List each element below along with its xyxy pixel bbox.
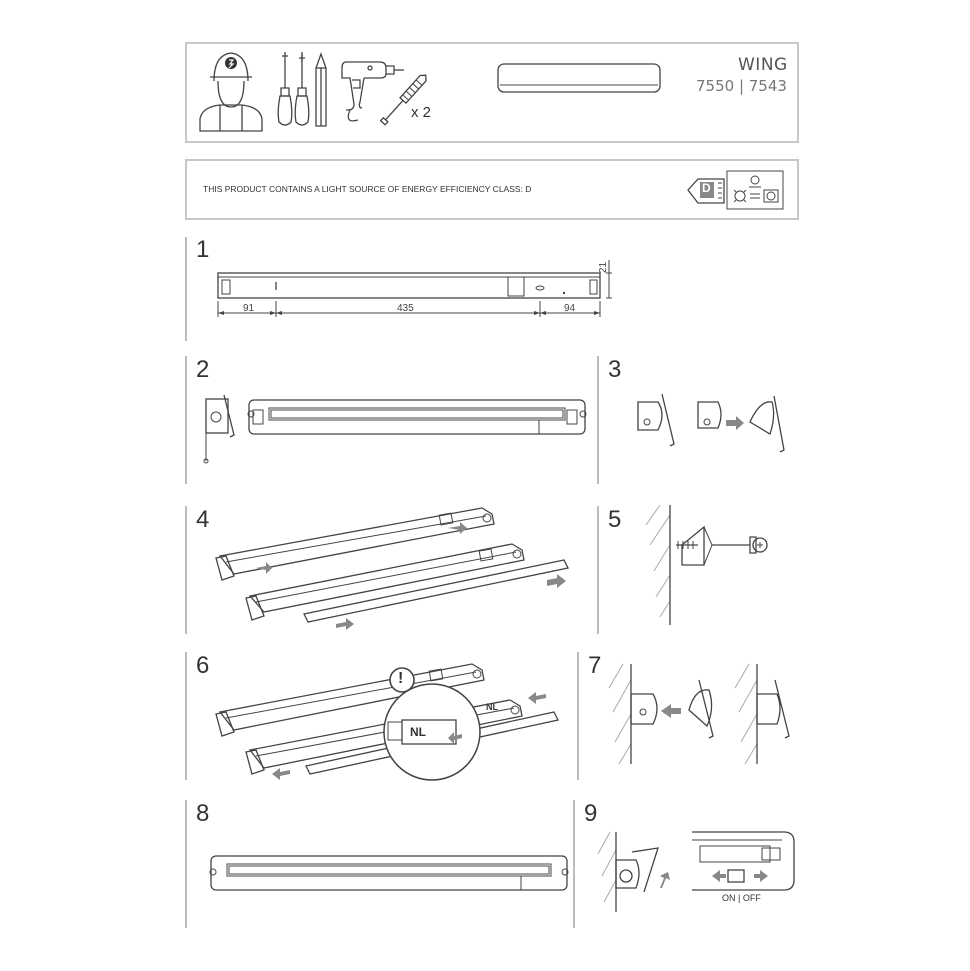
step-6-callout-label: NL	[410, 725, 426, 739]
dimension-height: 21	[598, 261, 610, 274]
product-codes: 7550 | 7543	[696, 77, 787, 95]
step-1-number: 1	[196, 236, 210, 263]
step-4-number: 4	[196, 506, 210, 533]
step-2-number: 2	[196, 356, 210, 383]
energy-notice-text: THIS PRODUCT CONTAINS A LIGHT SOURCE OF ENERGY EFFICIENCY CLASS: D	[203, 184, 532, 194]
step-6-warning-symbol: !	[398, 670, 404, 687]
step-8-lamp-closed	[205, 852, 573, 898]
step-4-divider	[185, 506, 187, 634]
screwdriver-flat-icon	[277, 52, 293, 128]
step-7-cover-fitting	[605, 664, 795, 764]
product-name: WING	[738, 55, 788, 75]
quantity-label: x 2	[411, 104, 432, 121]
dimension-middle: 435	[397, 303, 414, 314]
step-4-tube-removal	[212, 500, 582, 630]
step-2-endcap-detail	[200, 395, 240, 465]
step-8-number: 8	[196, 800, 210, 827]
step-3-divider	[597, 356, 599, 484]
pencil-icon	[315, 54, 327, 130]
step-2-lamp-open	[245, 396, 590, 438]
step-5-number: 5	[608, 506, 622, 533]
step-5-wall-mounting	[640, 505, 800, 625]
step-2-divider	[185, 356, 187, 484]
step-9-cover-close	[596, 832, 676, 912]
switch-label: ON | OFF	[722, 893, 761, 903]
step-7-number: 7	[588, 652, 602, 679]
dimension-drawing	[210, 255, 620, 335]
screwdriver-phillips-icon	[294, 52, 310, 128]
step-9-switch-detail	[692, 830, 796, 892]
lamp-front-view	[497, 63, 661, 95]
step-8-divider	[185, 800, 187, 928]
step-6-connector-label: NL	[486, 702, 498, 712]
energy-class-letter: D	[702, 181, 711, 195]
installer-icon	[196, 45, 266, 135]
step-6-divider	[185, 652, 187, 780]
lamp-replacement-icon	[726, 170, 784, 210]
step-6-number: 6	[196, 652, 210, 679]
step-6-tube-insertion	[212, 650, 572, 785]
step-7-divider	[577, 652, 579, 780]
dimension-right: 94	[564, 303, 576, 314]
step-3-number: 3	[608, 356, 622, 383]
step-9-divider	[573, 800, 575, 928]
step-9-number: 9	[584, 800, 598, 827]
step-5-divider	[597, 506, 599, 634]
step-3-cover-removal	[632, 392, 792, 462]
dimension-left: 91	[243, 303, 255, 314]
step-1-divider	[185, 237, 187, 341]
